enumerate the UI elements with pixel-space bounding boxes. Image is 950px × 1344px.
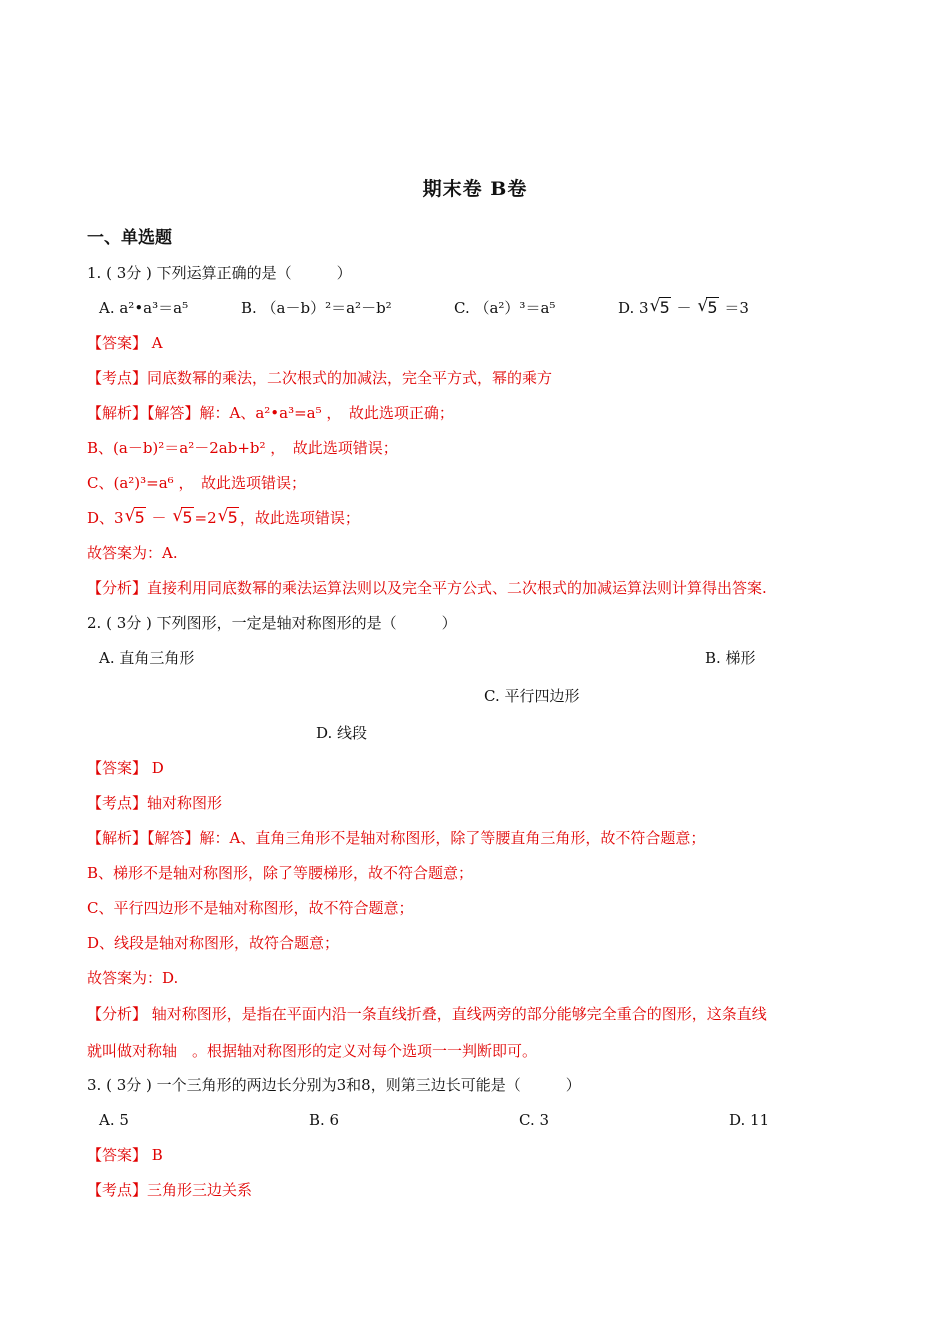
- jiexi-label: 【解析】【解答】解：: [87, 829, 230, 847]
- q3-option-b: B. 6: [309, 1111, 340, 1129]
- q2-option-d: D. 线段: [316, 724, 368, 742]
- sqrt-icon: [697, 298, 718, 318]
- minus-sign: －: [676, 299, 692, 317]
- q2-option-b: B. 梯形: [705, 649, 756, 667]
- q2-fenxi: [87, 1004, 767, 1024]
- radicand: 5: [182, 508, 193, 527]
- fenxi-text: 轴对称图形，是指在平面内沿一条直线折叠，直线两旁的部分能够完全重合的图形，这条直线: [147, 1005, 767, 1023]
- q1-jiexi-d: [87, 508, 360, 528]
- jiexi-text: A、a²•a³=a⁵ ， 故此选项正确；: [229, 404, 454, 422]
- sqrt-icon: [172, 508, 193, 528]
- radicand: 5: [134, 508, 145, 527]
- kaodian-text: 轴对称图形: [147, 794, 223, 812]
- q2-fenxi-cont: 就叫做对称轴 。根据轴对称图形的定义对每个选项一一判断即可。: [87, 1042, 538, 1060]
- q2-kaodian: [87, 793, 222, 813]
- q1-option-d: [618, 298, 749, 318]
- q1-jiexi-c: C、(a²)³=a⁶ ， 故此选项错误；: [87, 474, 306, 492]
- jiexi-label: 【解析】【解答】解：: [87, 404, 230, 422]
- sqrt-icon: [125, 508, 146, 528]
- radicand: 5: [227, 508, 238, 527]
- jiexi-d-prefix: D、3: [87, 509, 124, 527]
- fenxi-label: 【分析】: [87, 1005, 148, 1023]
- q2-jiexi-d: D、线段是轴对称图形，故符合题意；: [87, 934, 340, 952]
- sqrt-icon: [218, 508, 239, 528]
- kaodian-text: 同底数幂的乘法，二次根式的加减法，完全平方式，幂的乘方: [147, 369, 553, 387]
- q2-final: 故答案为：D.: [87, 969, 179, 987]
- kaodian-label: 【考点】: [87, 369, 148, 387]
- jiexi-d-suffix: ，故此选项错误；: [239, 509, 360, 527]
- answer-label: 【答案】: [87, 334, 148, 352]
- q1-option-d-suffix: ＝3: [724, 299, 749, 317]
- q1-jiexi-b: B、(a－b)²＝a²－2ab+b² ， 故此选项错误；: [87, 439, 398, 457]
- q3-option-a: A. 5: [99, 1111, 129, 1129]
- q1-answer: [87, 333, 163, 353]
- fenxi-label: 【分析】: [87, 579, 148, 597]
- q2-stem: 2. ( 3分 ) 下列图形，一定是轴对称图形的是（ ）: [87, 614, 457, 632]
- answer-value: A: [147, 334, 163, 352]
- answer-label: 【答案】: [87, 759, 148, 777]
- page-title: 期末卷 B卷: [422, 178, 528, 200]
- kaodian-label: 【考点】: [87, 1181, 148, 1199]
- q1-fenxi: [87, 578, 767, 598]
- kaodian-text: 三角形三边关系: [147, 1181, 253, 1199]
- q1-kaodian: [87, 368, 552, 388]
- answer-value: B: [147, 1146, 163, 1164]
- sqrt-icon: [650, 298, 671, 318]
- q3-answer: [87, 1145, 163, 1165]
- radicand: 5: [707, 298, 718, 317]
- q2-jiexi-a: [87, 828, 705, 848]
- equals-text: =2: [194, 509, 217, 527]
- q1-option-d-prefix: D. 3: [618, 299, 649, 317]
- q2-jiexi-b: B、梯形不是轴对称图形，除了等腰梯形，故不符合题意；: [87, 864, 474, 882]
- minus-sign: －: [151, 509, 167, 527]
- answer-value: D: [147, 759, 164, 777]
- jiexi-text: A、直角三角形不是轴对称图形，除了等腰直角三角形，故不符合题意；: [229, 829, 706, 847]
- answer-label: 【答案】: [87, 1146, 148, 1164]
- fenxi-text: 直接利用同底数幂的乘法运算法则以及完全平方公式、二次根式的加减运算法则计算得出答案.: [147, 579, 767, 597]
- q1-option-a: A. a²•a³＝a⁵: [99, 299, 189, 317]
- q1-option-b: B. （a－b）²＝a²－b²: [241, 299, 392, 317]
- q1-option-c: C. （a²）³＝a⁵: [454, 299, 556, 317]
- q1-final: 故答案为：A.: [87, 544, 178, 562]
- q2-jiexi-c: C、平行四边形不是轴对称图形，故不符合题意；: [87, 899, 414, 917]
- q3-stem: 3. ( 3分 ) 一个三角形的两边长分别为3和8，则第三边长可能是（ ）: [87, 1076, 581, 1094]
- q2-option-a: A. 直角三角形: [99, 649, 195, 667]
- q2-answer: [87, 758, 164, 778]
- q3-option-c: C. 3: [519, 1111, 550, 1129]
- radicand: 5: [659, 298, 670, 317]
- kaodian-label: 【考点】: [87, 794, 148, 812]
- q3-option-d: D. 11: [729, 1111, 770, 1129]
- q1-stem: 1. ( 3分 ) 下列运算正确的是（ ）: [87, 264, 352, 282]
- q1-jiexi-a: [87, 403, 454, 423]
- q3-kaodian: [87, 1180, 252, 1200]
- section-heading: 一、单选题: [87, 228, 172, 248]
- q2-option-c: C. 平行四边形: [484, 687, 580, 705]
